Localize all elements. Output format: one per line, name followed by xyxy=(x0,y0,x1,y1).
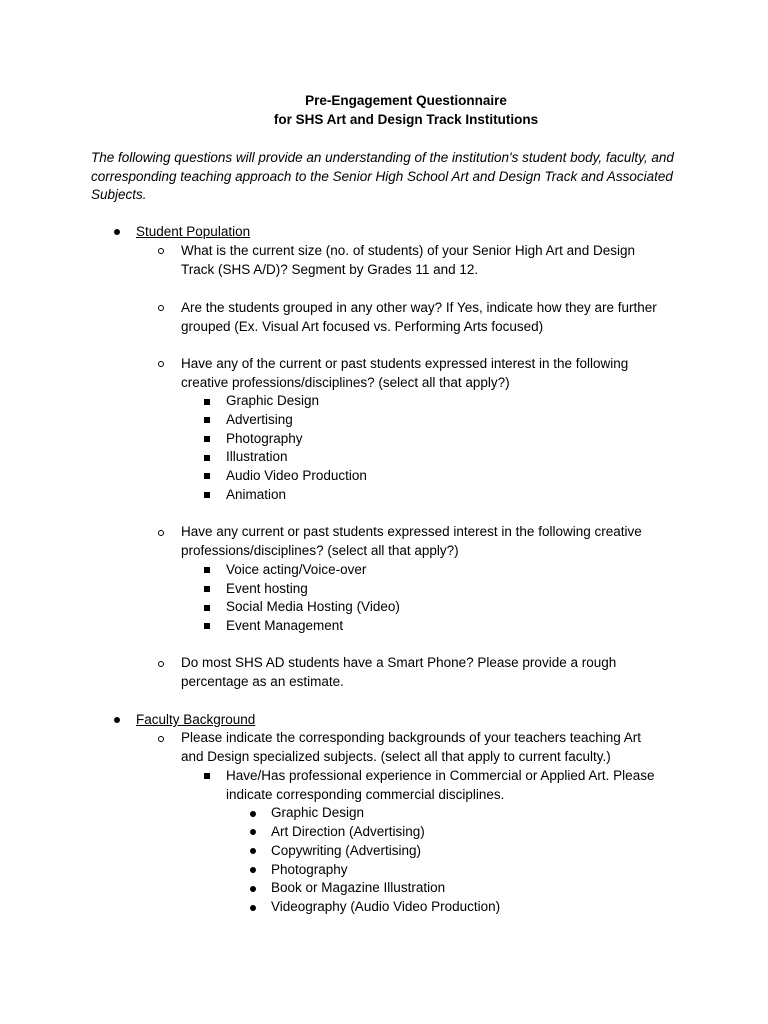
list-item: Copywriting (Advertising) xyxy=(271,843,422,858)
list-item: Event hosting xyxy=(226,581,308,596)
bullet-circle-icon xyxy=(158,248,164,254)
list-item: Graphic Design xyxy=(226,393,320,408)
bullet-circle-icon xyxy=(158,530,164,536)
bullet-square-icon xyxy=(204,455,210,461)
question-text: Do most SHS AD students have a Smart Phone? Please provide a rough xyxy=(181,655,617,670)
bullet-circle-icon xyxy=(158,661,164,667)
question-text: Please indicate the corresponding backgrounds of your teachers teaching Art xyxy=(181,730,642,745)
list-item: Voice acting/Voice-over xyxy=(226,562,367,577)
sub-question-text: indicate corresponding commercial disciplines. xyxy=(226,787,505,802)
list-item: Photography xyxy=(271,862,348,877)
bullet-square-icon xyxy=(204,473,210,479)
bullet-square-icon xyxy=(204,623,210,629)
list-item: Illustration xyxy=(226,449,288,464)
intro-paragraph: The following questions will provide an understanding of the institution's student body, faculty, and corresponding teaching approach to the Senior High School Art and Design Track and Associated Subjects. xyxy=(91,150,674,203)
list-item: Book or Magazine Illustration xyxy=(271,880,446,895)
list-item: Audio Video Production xyxy=(226,468,367,483)
question-text: Are the students grouped in any other way? If Yes, indicate how they are further xyxy=(181,300,657,315)
bullet-circle-icon xyxy=(158,361,164,367)
doc-title-line-2: for SHS Art and Design Track Institutions xyxy=(273,112,539,127)
question-text: Have any current or past students expressed interest in the following creative xyxy=(181,524,642,539)
section-heading-student-population: Student Population xyxy=(136,224,251,239)
bullet-square-icon xyxy=(204,492,210,498)
question-text: percentage as an estimate. xyxy=(181,674,344,689)
bullet-square-icon xyxy=(204,586,210,592)
bullet-square-icon xyxy=(204,436,210,442)
bullet-dot-icon xyxy=(114,717,120,723)
bullet-dot-icon xyxy=(250,905,256,911)
list-item: Graphic Design xyxy=(271,805,365,820)
list-item: Social Media Hosting (Video) xyxy=(226,599,400,614)
list-item: Videography (Audio Video Production) xyxy=(271,899,501,914)
bullet-dot-icon xyxy=(250,811,256,817)
question-text: and Design specialized subjects. (select all that apply to current faculty.) xyxy=(181,749,611,764)
bullet-circle-icon xyxy=(158,305,164,311)
bullet-dot-icon xyxy=(114,229,120,235)
list-item: Photography xyxy=(226,431,303,446)
question-text: What is the current size (no. of students) of your Senior High Art and Design xyxy=(181,243,635,258)
question-text: grouped (Ex. Visual Art focused vs. Performing Arts focused) xyxy=(181,319,544,334)
bullet-square-icon xyxy=(204,567,210,573)
bullet-square-icon xyxy=(204,605,210,611)
sub-question-text: Have/Has professional experience in Commercial or Applied Art. Please xyxy=(226,768,655,783)
question-text: Track (SHS A/D)? Segment by Grades 11 and 12. xyxy=(181,262,479,277)
bullet-circle-icon xyxy=(158,736,164,742)
question-text: Have any of the current or past students expressed interest in the following xyxy=(181,356,629,371)
list-item: Animation xyxy=(226,487,287,502)
doc-title-line-1: Pre-Engagement Questionnaire xyxy=(305,93,507,108)
bullet-square-icon xyxy=(204,417,210,423)
bullet-dot-icon xyxy=(250,886,256,892)
list-item: Event Management xyxy=(226,618,344,633)
list-item: Art Direction (Advertising) xyxy=(271,824,425,839)
question-text: creative professions/disciplines? (select all that apply?) xyxy=(181,375,510,390)
bullet-square-icon xyxy=(204,773,210,779)
bullet-dot-icon xyxy=(250,829,256,835)
list-item: Advertising xyxy=(226,412,293,427)
bullet-dot-icon xyxy=(250,867,256,873)
question-text: professions/disciplines? (select all that apply?) xyxy=(181,543,459,558)
section-heading-faculty-background: Faculty Background xyxy=(136,712,256,727)
bullet-square-icon xyxy=(204,399,210,405)
bullet-dot-icon xyxy=(250,848,256,854)
